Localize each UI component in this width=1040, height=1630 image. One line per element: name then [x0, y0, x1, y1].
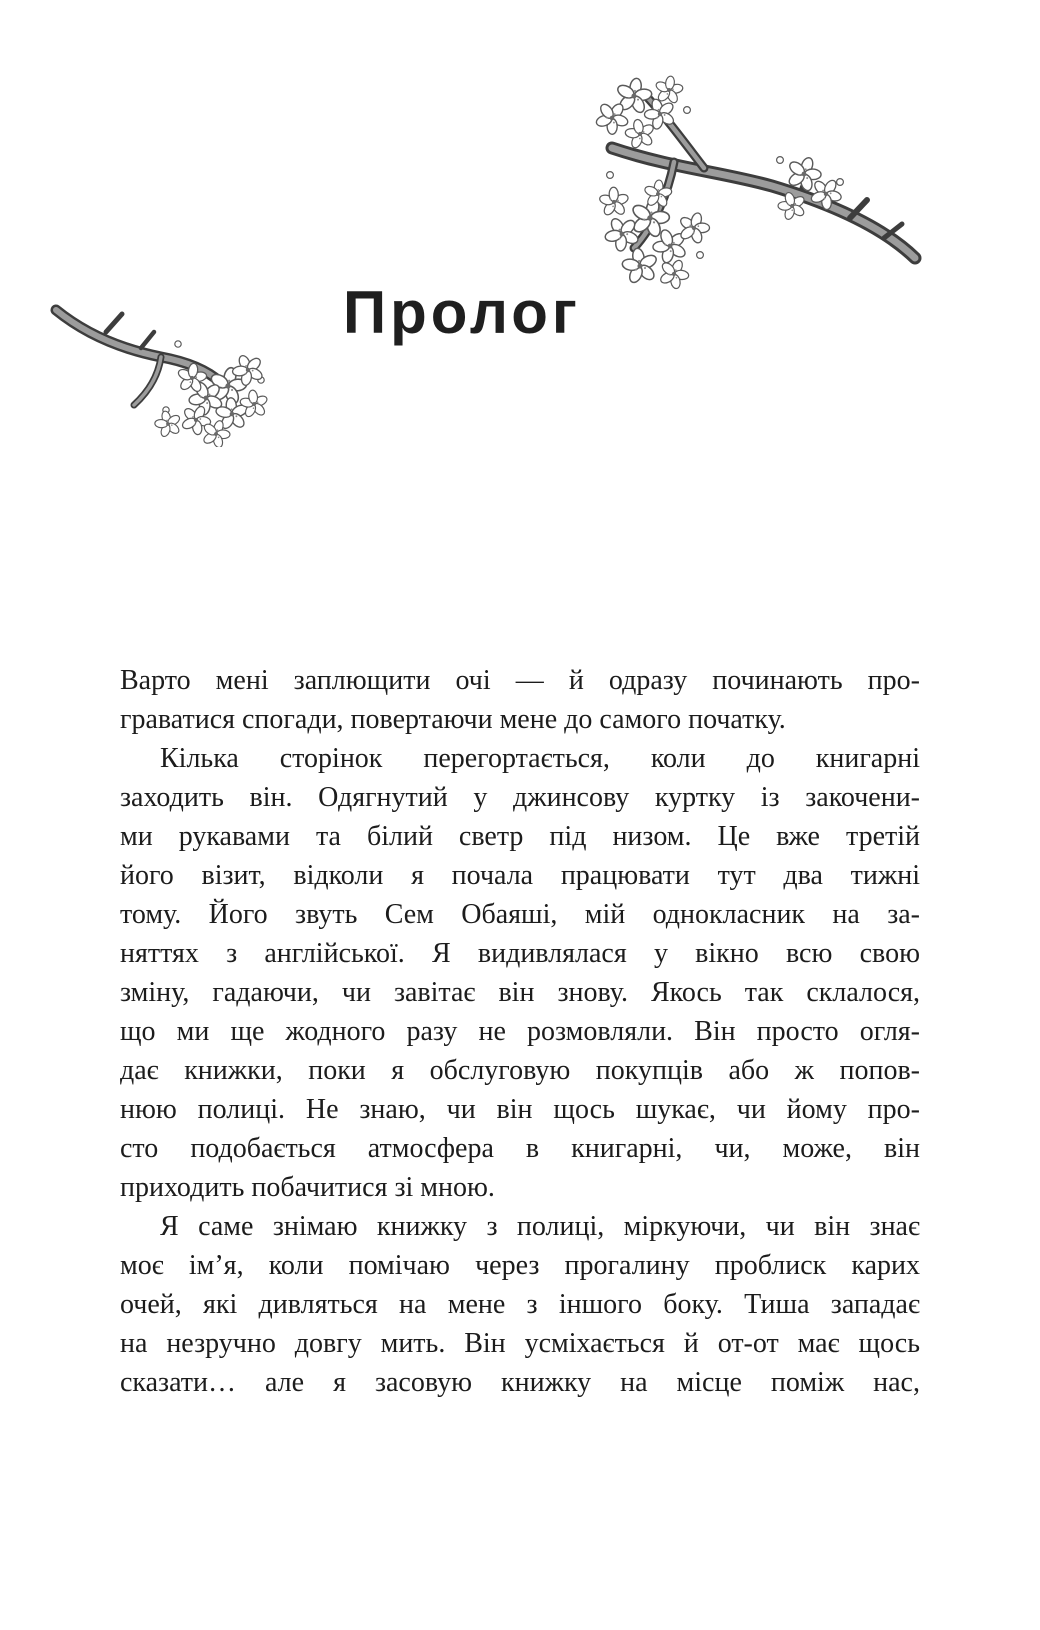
text-line: граватися спогади, повертаючи мене до самого початку. — [120, 704, 786, 735]
text-line: заходить він. Одягнутий у джинсову куртку із закочени- — [120, 782, 920, 813]
text-line: приходить побачитися зі мною. — [120, 1172, 495, 1203]
text-line: Я саме знімаю книжку з полиці, міркуючи, чи він знає — [160, 1211, 920, 1242]
text-line: ми рукавами та білий светр під низом. Це вже третій — [120, 821, 920, 852]
text-line: на незручно довгу мить. Він усміхається й от-от має щось — [120, 1328, 920, 1359]
text-line: сказати… але я засовую книжку на місце поміж нас, — [120, 1367, 920, 1398]
text-line: зміну, гадаючи, чи завітає він знову. Якось так склалося, — [120, 977, 920, 1008]
text-line: моє ім’я, коли помічаю через прогалину проблиск карих — [120, 1250, 920, 1281]
text-block — [120, 661, 920, 1402]
text-line: його візит, відколи я почала працювати тут два тижні — [120, 860, 920, 891]
chapter-title: Пролог — [343, 279, 581, 346]
text-line: дає книжки, поки я обслуговую покупців або ж попов- — [120, 1055, 920, 1086]
text-line: сто подобається атмосфера в книгарні, чи, може, він — [120, 1133, 920, 1164]
text-line: нюю полиці. Не знаю, чи він щось шукає, чи йому про- — [120, 1094, 920, 1125]
text-line: няттях з англійської. Я видивлялася у вікно всю свою — [120, 938, 920, 969]
text-line: що ми ще жодного разу не розмовляли. Він просто огля- — [120, 1016, 920, 1047]
text-line: тому. Його звуть Сем Обаяші, мій однокласник на за- — [120, 899, 920, 930]
text-line: Варто мені заплющити очі — й одразу починають про- — [120, 665, 920, 696]
cherry-blossom-branch-top-right-icon — [552, 70, 927, 295]
text-line: Кілька сторінок перегортається, коли до книгарні — [160, 743, 920, 774]
cherry-blossom-branch-left-icon — [46, 292, 276, 447]
text-line: очей, які дивляться на мене з іншого боку. Тиша западає — [120, 1289, 920, 1320]
